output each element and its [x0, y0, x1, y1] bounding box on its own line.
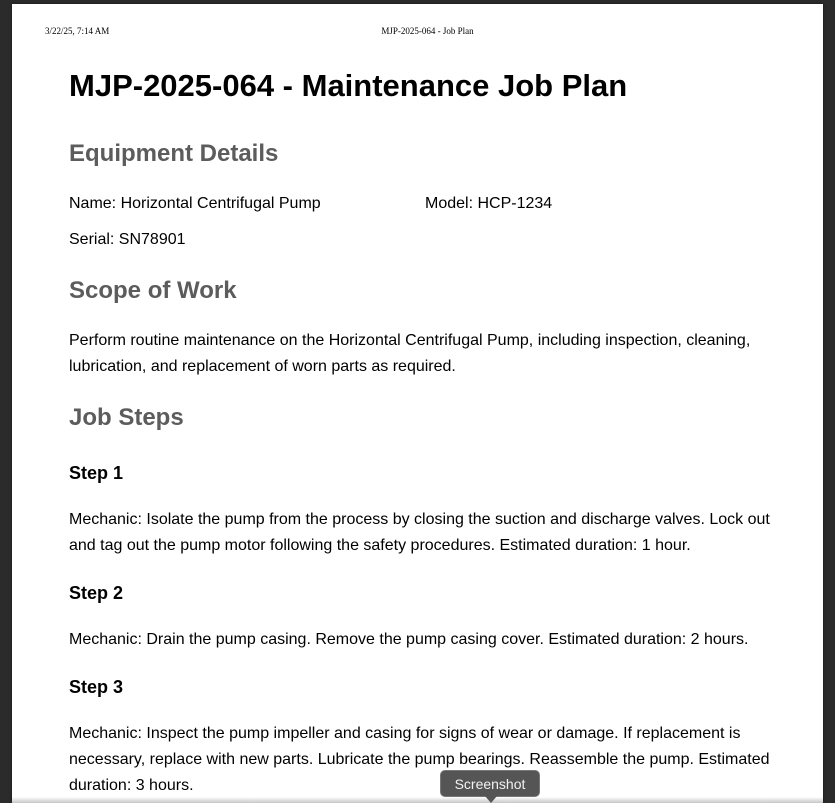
equipment-heading: Equipment Details [69, 140, 279, 167]
step-2-text: Mechanic: Drain the pump casing. Remove the pump casing cover. Estimated duration: 2 hours. [69, 631, 749, 648]
screenshot-tooltip: Screenshot [440, 770, 540, 797]
scope-heading: Scope of Work [69, 277, 237, 304]
document-page [12, 4, 823, 803]
print-title: MJP-2025-064 - Job Plan [381, 26, 474, 36]
step-3-title: Step 3 [69, 677, 124, 697]
step-1-text: Mechanic: Isolate the pump from the process by closing the suction and discharge valves. Lock out and tag out the pump motor following the safety procedures. Estimated duration: 1 hour. [69, 511, 770, 554]
document-content [69, 64, 779, 799]
equipment-name: Name: Horizontal Centrifugal Pump [69, 195, 321, 212]
document-title: MJP-2025-064 - Maintenance Job Plan [69, 68, 628, 103]
job-steps-heading: Job Steps [69, 404, 184, 431]
print-header [12, 26, 823, 38]
equipment-serial: Serial: SN78901 [69, 231, 186, 248]
step-2-title: Step 2 [69, 583, 124, 603]
step-3-text: Mechanic: Inspect the pump impeller and casing for signs of wear or damage. If replacement is necessary, replace with new parts. Lubricate the pump bearings. Reassemble the pump. Estimated duration: 3 hours. [69, 725, 770, 794]
scope-text: Perform routine maintenance on the Horizontal Centrifugal Pump, including inspection, cleaning, lubrication, and replacement of worn parts as required. [69, 332, 751, 375]
print-date: 3/22/25, 7:14 AM [45, 26, 110, 36]
step-1-title: Step 1 [69, 463, 124, 483]
equipment-details [69, 191, 779, 253]
page-bottom-shadow [12, 797, 823, 803]
equipment-model: Model: HCP-1234 [425, 195, 553, 212]
